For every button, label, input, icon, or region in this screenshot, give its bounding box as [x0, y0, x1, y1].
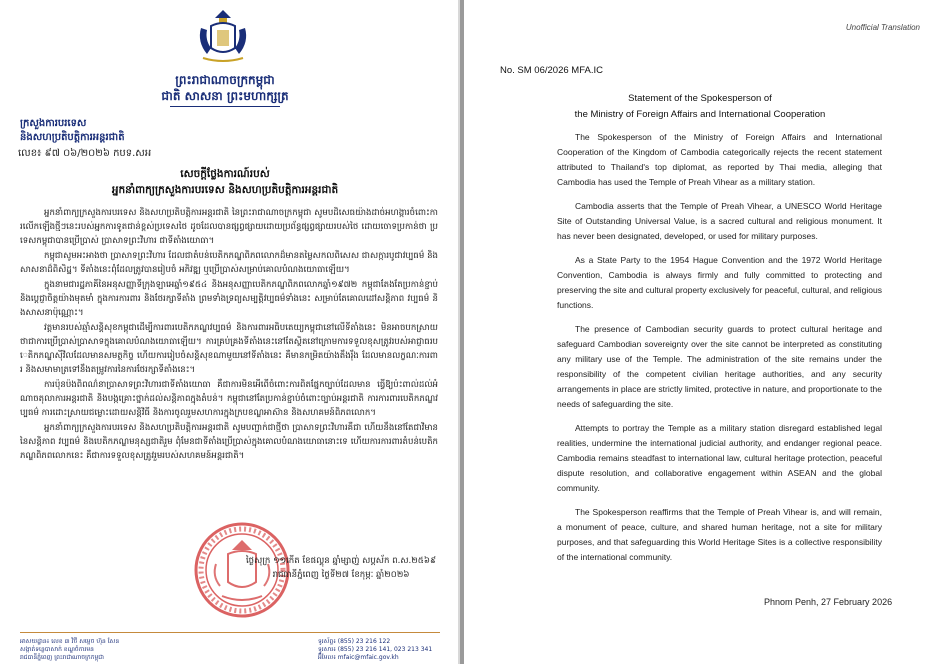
statement-body: [557, 130, 882, 574]
statement-body-khmer: [20, 206, 438, 464]
reference-number: No. SM 06/2026 MFA.IC: [500, 65, 603, 76]
translation-note: Unofficial Translation: [845, 23, 920, 32]
footer-divider: [20, 632, 440, 633]
khmer-paragraph: ក្នុងនាមជារដ្ឋភាគីនៃអនុសញ្ញាទីក្រុងឡាអេឆ្នាំ១៩៥៤ និងអនុសញ្ញាបេតិកភណ្ឌពិភពលោកឆ្នាំ១៩៧២ កម្ពុជាតែងតែប្រកាន់ខ្ជាប់ និងប្តេជ្ញាចិត្តយ៉ាងមុតមាំ ក្នុងការការពារ និងថែរក្សាទីតាំង ព្រមទាំងទ្រព្យសម្បត្តិវប្បធម៌ទាំងនេះ សម្រាប់តែគោលដៅសន្តិភាព វប្បធម៌ និងសាសនាប៉ុណ្ណោះ។: [20, 280, 438, 318]
statement-title-khmer-line1: សេចក្តីថ្លែងការណ៍របស់: [180, 168, 270, 180]
statement-paragraph: The presence of Cambodian security guards to protect cultural heritage and safeguard Cambodian sovereignty over the site cannot be interpreted as constituting any military use of the Temple. The administration of the site remains under the responsibility of the competent civilian heritage authorities, and any security arrangements in place are strictly limited, protective in nature, and proportionate to the needs of safeguarding the site.: [557, 324, 882, 409]
ministry-name-line2: និងសហប្រតិបត្តិការអន្តរជាតិ: [20, 132, 125, 143]
statement-paragraph: The Spokesperson of the Ministry of Foreign Affairs and International Cooperation of the Kingdom of Cambodia categorically rejects the recent statement attributed to Thailand's top diplomat, as reported by Thai media, alleging that Cambodia has used the Temple of Preah Vihear as a military station.: [557, 132, 882, 187]
royal-arms-emblem-icon: [193, 8, 253, 64]
khmer-paragraph: អ្នកនាំពាក្យក្រសួងការបរទេស និងសហប្រតិបត្តិការអន្តរជាតិ សូមបញ្ជាក់ជាថ្មីថា ប្រាសាទព្រះវិហារគឺជា ហើយនឹងនៅតែជាវិមាននៃសន្តិភាព វប្បធម៌ និងបេតិកភណ្ឌមនុស្សជាតិរួម ពុំមែនជាទីតាំងប្រើប្រាស់ក្នុងគោលបំណងយោធានោះទេ ហើយការការពារតំបន់បេតិកភណ្ឌពិភពលោកនេះ គឺជាការទទួលខុសត្រូវរួមរបស់សហគមន៍អន្តរជាតិ។: [20, 423, 438, 461]
motto-divider: [170, 106, 280, 107]
statement-paragraph: Attempts to portray the Temple as a military station disregard established legal realities, undermine the international judicial authority, and endanger regional peace. Cambodia remains steadfast to international law, cultural heritage protection, peaceful dispute resolution, and collaborative engagement within ASEAN and the global community.: [557, 423, 882, 493]
english-translation-page: [464, 0, 936, 664]
khmer-paragraph: វត្តមានរបស់ឆ្មាំសន្តិសុខកម្ពុជាដើម្បីការពារបេតិកភណ្ឌវប្បធម៌ និងការពារអធិបតេយ្យកម្ពុជានៅលើទីតាំងនេះ មិនអាចបកស្រាយថាជាការប្រើប្រាស់ប្រាសាទក្នុងគោលបំណងយោធាឡើយ។ ការគ្រប់គ្រងទីតាំងនេះនៅតែស្ថិតនៅក្រោមការទទួលខុសត្រូវរបស់អាជ្ញាធរបេតិកភណ្ឌស៊ីវិលដែលមានសមត្ថកិច្ច ហើយការរៀបចំសន្តិសុខណាមួយនៅទីតាំងនេះ គឺមានកម្រិតយ៉ាងតឹងរ៉ឹង ដែលមានលក្ខណៈការពារ និងសមាមាត្រទៅនឹងតម្រូវការនៃការថែរក្សាទីតាំងនេះ។: [20, 323, 438, 375]
footer-address-line: អាសយដ្ឋាន៖ លេខ ៣ វិថី សម្តេច ហ៊ុន សែន: [20, 638, 120, 645]
khmer-document-page: [0, 0, 460, 664]
lunar-date-khmer: ថ្ងៃសុក្រ ១១កើត ខែផល្គុន ឆ្នាំម្សាញ់ សប្តស័ក ព.ស.២៥៦៩: [245, 556, 437, 566]
place-and-date: Phnom Penh, 27 February 2026: [764, 597, 893, 607]
kingdom-motto: ជាតិ សាសនា ព្រះមហាក្សត្រ: [161, 89, 289, 103]
reference-number-khmer: លេខ៖ ៩៧ ០៦/២០២៦ កបទ.សអ: [18, 148, 152, 159]
footer-address-line: រាជធានីភ្នំពេញ ព្រះរាជាណាចក្រកម្ពុជា: [20, 654, 104, 661]
statement-paragraph: As a State Party to the 1954 Hague Convention and the 1972 World Heritage Convention, Cambodia is always firmly and fully committed to protecting and preserving the site and cultural property exclusively for peaceful, cultural, and religious functions.: [557, 255, 882, 310]
footer-phone: ទូរស័ព្ទ៖ (855) 23 216 122: [318, 638, 391, 645]
footer-fax: ទូរសារ៖ (855) 23 216 141, 023 213 341: [318, 646, 433, 653]
footer-address-line: សង្កាត់ទន្លេបាសាក់ ខណ្ឌចំការមន: [20, 646, 94, 653]
statement-paragraph: The Spokesperson reaffirms that the Temple of Preah Vihear is, and will remain, a monument of peace, culture, and shared human heritage, not a site for military purposes, and that safeguarding this World Heritage Sites is a collective responsibility of the international community.: [557, 507, 882, 562]
statement-title-line2: the Ministry of Foreign Affairs and International Cooperation: [574, 109, 826, 120]
khmer-paragraph: កម្ពុជាសូមអះអាងថា ប្រាសាទព្រះវិហារ ដែលជាតំបន់បេតិកភណ្ឌពិភពលោកដ៏មានតម្លៃសកលពិសេស ជាសក្ការបូជាវប្បធម៌ និងសាសនាដ៏ពិសិដ្ឋ។ ទីតាំងនេះពុំដែលត្រូវបានរៀបចំ អភិវឌ្ឍ ឬប្រើប្រាស់សម្រាប់គោលបំណងយោធាឡើយ។: [20, 251, 438, 275]
khmer-paragraph: អ្នកនាំពាក្យក្រសួងការបរទេស និងសហប្រតិបត្តិការអន្តរជាតិ នៃព្រះរាជាណាចក្រកម្ពុជា សូមបដិសេធយ៉ាងដាច់អហង្ការចំពោះការលើកឡើងថ្មីៗនេះរបស់អ្នកការទូតជាន់ខ្ពស់ប្រទេសថៃ ដូចដែលបានផ្សព្វផ្សាយដោយប្រព័ន្ធផ្សព្វផ្សាយរបស់ថៃ ដោយចោទប្រកាន់ថា ប្រទេសកម្ពុជាបានប្រើប្រាស់ ប្រាសាទព្រះវិហារ ជាទីតាំងយោធា។: [20, 208, 438, 246]
ministry-name-line1: ក្រសួងការបរទេស: [20, 118, 87, 129]
kingdom-name: ព្រះរាជាណាចក្រកម្ពុជា: [175, 73, 275, 87]
statement-title-line1: Statement of the Spokesperson of: [628, 93, 772, 104]
statement-title-khmer-line2: អ្នកនាំពាក្យក្រសួងការបរទេស និងសហប្រតិបត្តិការអន្តរជាតិ: [111, 184, 339, 196]
footer-email: អ៊ីមែល៖ mfaic@mfaic.gov.kh: [318, 654, 399, 661]
statement-paragraph: Cambodia asserts that the Temple of Preah Vihear, a UNESCO World Heritage Site of Outstanding Universal Value, is a sacred cultural and religious monument. It has never been designated, developed, or used for military purposes.: [557, 201, 882, 241]
place-date-khmer: រាជធានីភ្នំពេញ ថ្ងៃទី២៧ ខែកុម្ភៈ ឆ្នាំ២០២៦: [272, 570, 410, 580]
khmer-paragraph: ការប៉ុនប៉ងពិពណ៌នាប្រាសាទព្រះវិហារជាទីតាំងយោធា គឺជាការមិនអើពើចំពោះការពិតផ្នែកច្បាប់ដែលមាន ធ្វើឱ្យប៉ះពាល់ដល់អំណាចតុលាការអន្តរជាតិ និងបង្កគ្រោះថ្នាក់ដល់សន្តិភាពក្នុងតំបន់។ កម្ពុជានៅតែប្រកាន់ខ្ជាប់ចំពោះច្បាប់អន្តរជាតិ ការការពារបេតិកភណ្ឌវប្បធម៌ ការដោះស្រាយជម្លោះដោយសន្តិវិធី និងការចូលរួមសហការក្នុងក្របខណ្ឌអាស៊ាន និងសហគមន៍ពិភពលោក។: [20, 380, 438, 418]
